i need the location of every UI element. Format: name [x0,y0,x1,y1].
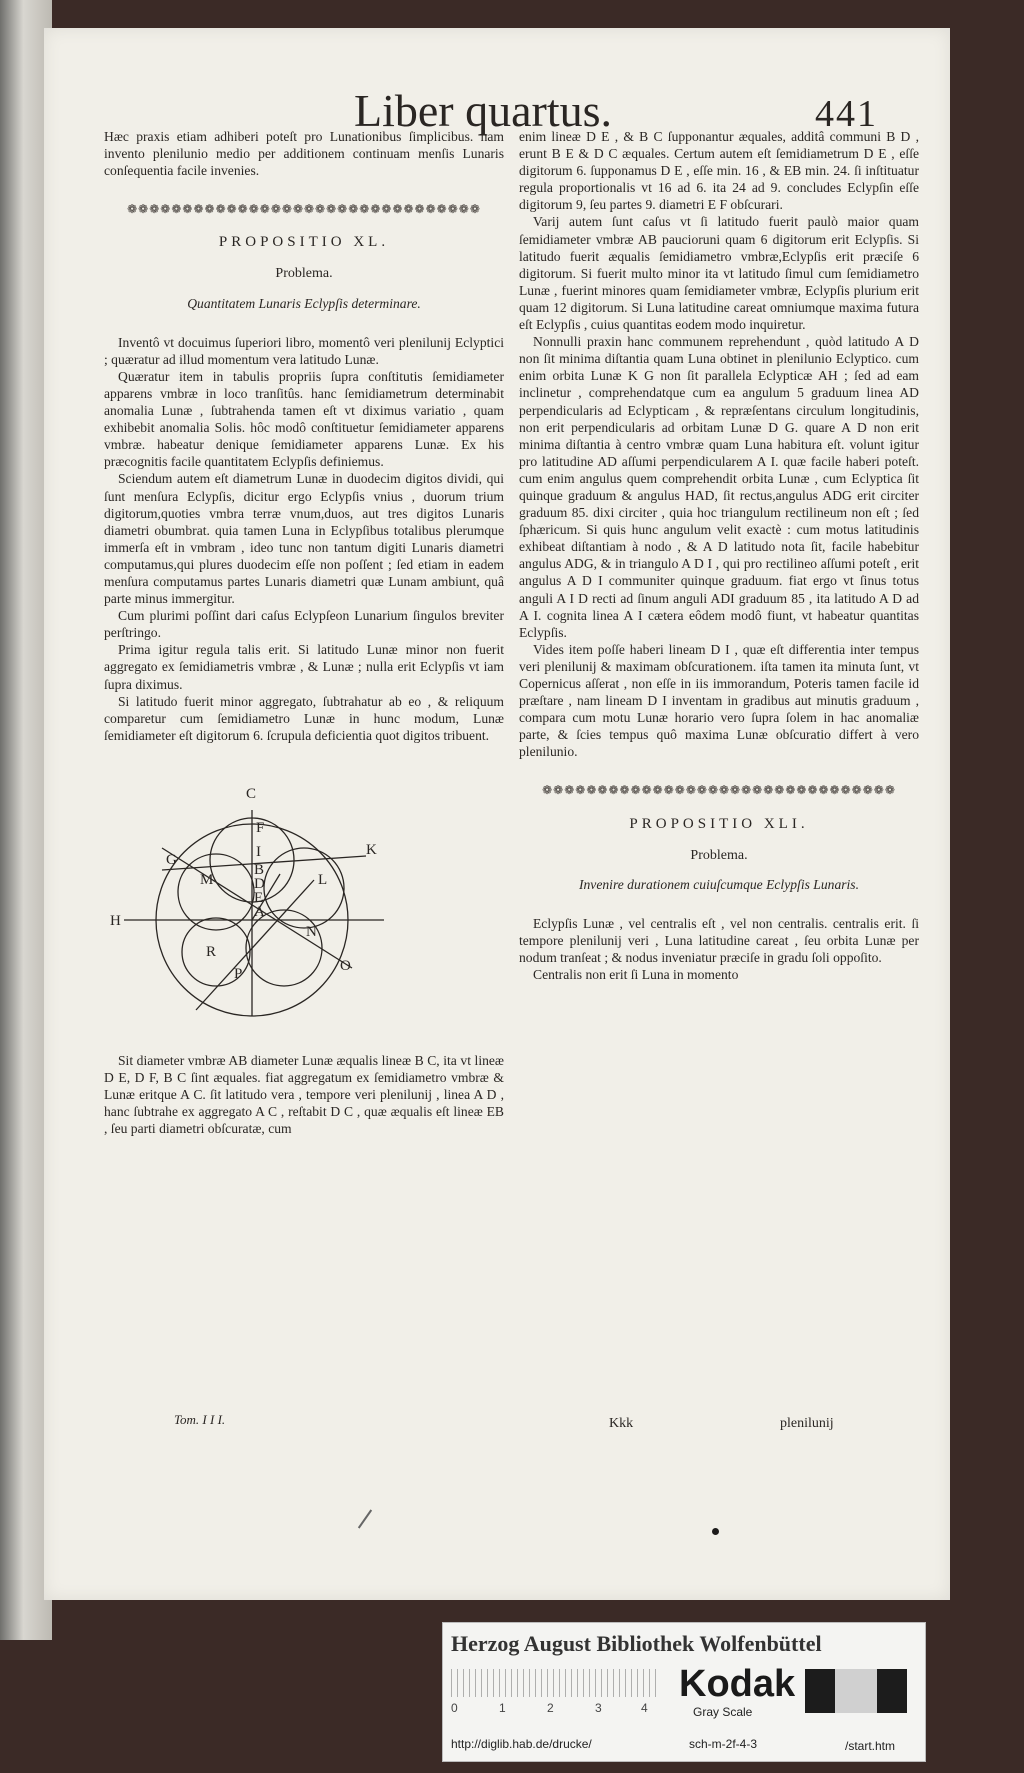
source-url: http://diglib.hab.de/drucke/ [451,1737,592,1751]
label-O: O [340,957,351,974]
paragraph: Inventô vt docuimus ſuperiori libro, momentô veri plenilunij Eclyptici ; quæratur ad illud momentum vera latitudo Lunæ. [104,334,504,367]
scratch-mark [358,1509,372,1528]
label-B: B [254,861,265,878]
scan-reference-card [442,1622,926,1762]
label-M: M [200,871,214,888]
ruler-number: 2 [547,1701,554,1715]
paragraph: Centralis non erit ſi Luna in momento [533,967,739,983]
left-column [104,128,504,1137]
proposition-subtitle: Invenire durationem cuiuſcumque Eclypſis Lunaris. [578,876,859,892]
start-page: /start.htm [845,1739,896,1753]
proposition-heading: PROPOSITIO XL. [218,234,390,251]
paragraph: Varij autem ſunt caſus vt ſi latitudo fuerit paulò maior quam ſemidiameter vmbræ AB paucioruni quam 6 digitorum erit Eclypſis. Si latitudo fuerit æqualis ſemidiametro vmbræ,Eclypſis erit præciſe 6 digitorum. Si fuerit multo minor ita vt latitudo ſimul cum ſemidiametro Lunæ , fuerint minores quam ſemidiameter vmbræ, Eclypſis plurium erit quam 12 digitorum. Si Luna latitudine careat omniumque maxima futura eſt Eclypſis , cuius quantitas eodem modo inquiretur. [519,214,919,333]
ruler-number: 1 [499,1701,506,1715]
paragraph: Nonnulli praxin hanc communem reprehendunt , quòd latitudo A D non ſit minima diſtantia quam Luna obtinet in plenilunio Eclyptico. cum enim orbita Lunæ K G non ſit parallela Eclypticæ AH ; ſed ad eam inclinetur , comprehendatque cum ea angulum 5 graduum linea AD perpendicularis ad Eclypticam , & repræſentans circulum longitudinis, non erit perpendicularis ad orbitam Lunæ D G. quare A D non erit minima diſtantia à centro vmbræ quam Luna habitura eſt. volunt igitur pro latitudine AD aſſumi perpendicularem A I. quæ facile haberi poteſt. cum enim angulus quem comprehendit orbita Lunæ , cum Eclyptica ſit quinque graduum & angulus HAD, ſit rectus,angulus ADG erit circiter graduum 85. dixi circiter , quia hoc triangulum rectilineum non eſt ; ſed ſphæricum. Si quis hunc angulum velit exactè : cum motus latitudinis exhibeat diſtantiam à nodo , & A D latitudo nota ſit, facile habebitur angulus ADG, & in triangulo A D I , qui pro rectilineo aſſumi poteſt , erit angulus A D I communiter quinque graduum. fiat ergo vt ſinus totus anguli A I D recti ad ſinum anguli ADI graduum 85 , ita latitudo A D ad A I. cognita linea A I cætera eôdem modô fiunt, vt habeatur quantitas Eclypſis. [519,334,919,640]
eclipse-diagram [104,770,504,1030]
label-G: G [166,851,177,868]
label-R: R [206,943,217,960]
left-intro: Hæc praxis etiam adhiberi poteſt pro Lunationibus ſimplicibus. nam invento plenilunio medio per additionem continuam menſis Lunaris conſequentia facile invenies. [104,129,504,179]
paragraph: Cum plurimi poſſint dari caſus Eclypſeon Lunarium ſingulos breviter perſtringo. [104,608,504,641]
problem-label: Problema. [275,266,333,282]
label-D: D [254,875,265,892]
scale-ruler [451,1669,661,1697]
label-A: A [254,903,265,920]
ornament-divider: ❁❁❁❁❁❁❁❁❁❁❁❁❁❁❁❁❁❁❁❁❁❁❁❁❁❁❁❁❁❁❁❁ [542,783,896,798]
paragraph: Prima igitur regula talis erit. Si latitudo Lunæ minor non fuerit aggregato ex ſemidiametris vmbræ , & Lunæ ; nulla erit Eclypſis vt iam ſupra diximus. [104,642,504,692]
label-P: P [234,965,243,982]
ruler-number: 0 [451,1701,458,1715]
book-page [44,28,950,1600]
library-name: Herzog August Bibliothek Wolfenbüttel [451,1631,822,1656]
gray-patch-light [835,1669,877,1713]
paragraph: enim lineæ D E , & B C ſupponantur æquales, additâ communi B D , erunt B E & D C æquales. Certum autem eſt ſemidiametrum D E , eſſe digitorum 6. ſupponamus D E , eſſe min. 16 , & EB min. 24. ſi inſtituatur regula proportionalis vt 16 ad 6. ita 24 ad 9. concludes Eclypſin eſſe digitorum 9, ſeu partes 9. diametri E F obſcurari. [519,129,919,213]
label-C: C [246,785,257,802]
shelfmark: sch-m-2f-4-3 [689,1737,758,1751]
paragraph: Vides item poſſe haberi lineam D I , quæ eſt differentia inter tempus veri plenilunij & maximam obſcurationem. iſta tamen ita minuta ſunt, vt Copernicus aſſerat , non eſſe in iis immorandum, Poteris tamen facile id præſtare , nam lineam D I inventam in gradibus aut minutis graduum , compara cum motu Lunæ horario vero ſupra ſolem in hac anomaliæ parte, & ſcies tempus quô maxima Lunæ obſcuratio differt à vero plenilunio. [519,641,919,760]
label-K: K [366,841,377,858]
paragraph: Quæratur item in tabulis propriis ſupra conſtitutis ſemidiameter apparens vmbræ in loco tranſitûs. hanc ſemidiametrum determinabit anomalia Lunæ , ſubtrahenda tamen eſt vt diximus variatio , quam exhibebit anomalia Solis. hôc modô conſtituetur ſemidiameter apparens vmbræ. habeatur denique ſemidiameter apparens Lunæ. Ex his præcognitis facile quantitatem Eclypſis definiemus. [104,368,504,470]
label-N: N [306,923,317,940]
label-I: I [256,843,261,860]
label-H: H [110,912,121,929]
running-title: Liber quartus. [354,85,613,136]
label-L: L [318,871,328,888]
kodak-logo: Kodak [679,1663,796,1705]
volume-mark: Tom. I I I. [174,1412,226,1427]
paragraph: Sciendum autem eſt diametrum Lunæ in duodecim digitos dividi, qui ſunt menſura Eclypſis, dicitur ergo Eclypſis vnius , duorum trium digitorum,quoties vmbra terræ vnum,duos, aut tres digitos Lunaris diametri obumbrat. quia tamen Luna in Eclypſibus totalibus plerumque immerſa eſt in vmbram , ideo tunc non tantum digiti Lunaris diametri computamus,qui plures duodecim eſſe non poſſent ; ſed etiam in eadem menſura computamus partes Lunaris diametri quæ Lunam ambiunt, quâ parte minus immergitur. [104,471,504,607]
ornament-divider: ❁❁❁❁❁❁❁❁❁❁❁❁❁❁❁❁❁❁❁❁❁❁❁❁❁❁❁❁❁❁❁❁ [127,202,481,217]
gray-scale-label: Gray Scale [693,1705,753,1719]
gray-patch-dark [877,1669,907,1713]
label-E: E [254,889,264,906]
signature-mark: Kkk [609,1416,634,1431]
label-F: F [256,819,265,836]
proposition-subtitle: Quantitatem Lunaris Eclypſis determinare. [187,295,421,311]
ruler-number: 3 [595,1701,602,1715]
problem-label: Problema. [690,847,748,863]
paragraph: Eclypſis Lunæ , vel centralis eſt , vel non centralis. centralis erit. ſi tempore plenilunij veri , Luna latitudine careat , ſeu orbita Lunæ per nodum tranſeat ; & nodus inveniatur præciſe in gradu ſoli oppoſito. [519,915,919,966]
catchword: plenilunij [780,1416,834,1431]
paragraph: Si latitudo fuerit minor aggregato, ſubtrahatur ab eo , & reliquum comparetur cum ſemidiametro Lunæ in hunc modum, Lunæ ſemidiameter eſt digitorum 6. ſcrupula deficientia quot digitos tribuent. [104,693,504,743]
gray-patch-black [805,1669,835,1713]
right-column [519,128,919,983]
ruler-number: 4 [641,1701,648,1715]
moon-circle-lower-right [246,910,322,986]
ink-dot [712,1528,719,1535]
page-number: 441 [815,93,878,135]
proposition-heading: PROPOSITIO XLI. [629,815,809,832]
paragraph: Sit diameter vmbræ AB diameter Lunæ æqualis lineæ B C, ita vt lineæ D E, D F, B C ſint æquales. fiat aggregatum ex ſemidiametro vmbræ & Lunæ eritque A C. ſit latitudo vera , tempore veri plenilunij , linea A D , hanc ſubtrahe ex aggregato A C , reſtabit D C , quæ æqualis eſt lineæ EB , ſeu parti diametri obſcuratæ, cum [104,1052,504,1137]
